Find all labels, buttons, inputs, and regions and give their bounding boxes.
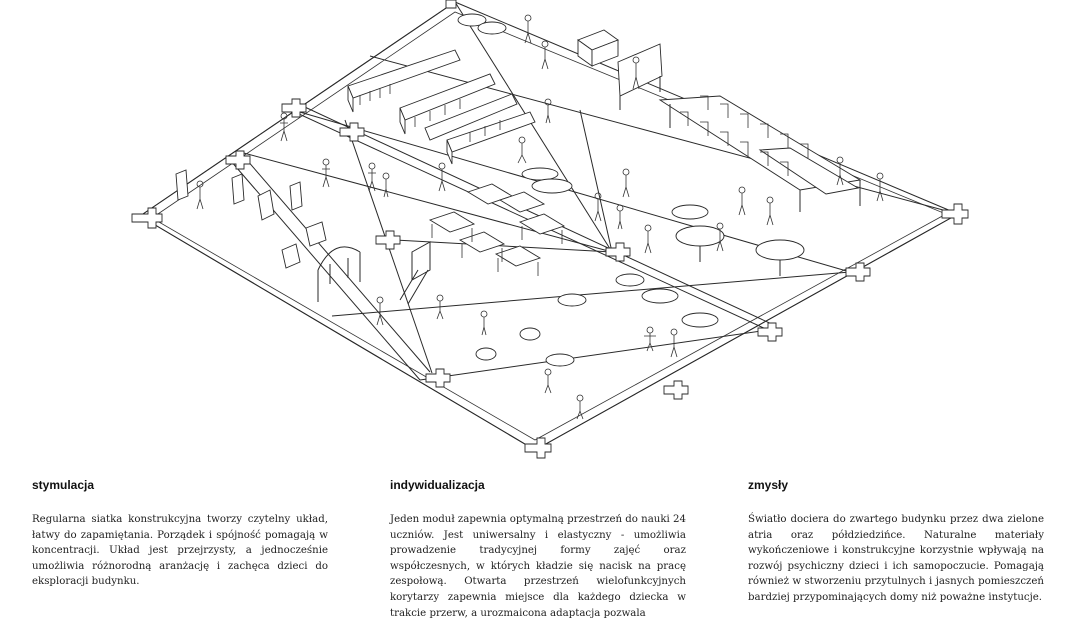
playground	[318, 242, 430, 304]
text-zmysly: Światło dociera do zwartego budynku przez dwa zielone atria oraz półdziedzińce. Naturalne materiały wykończeniowe i konstrukcyjne korzystnie wpływają na rozwój psychiczny dzieci i ich samopoczucie. Pomagają również w stworzeniu przytulnych i jasnych pomieszczeń bardziej przypominających domy niż poważne instytucje.	[748, 514, 1044, 603]
bookshelves	[348, 50, 535, 164]
long-tables	[660, 96, 860, 212]
whiteboard	[618, 44, 662, 110]
heading-indywidualizacja: indywidualizacja	[390, 478, 485, 492]
text-stymulacja: Regularna siatka konstrukcyjna tworzy czytelny układ, łatwy do zapamiętania. Porządek i spójność pomagają w koncentracji. Układ jest przejrzysty, a jednocześnie umożliwia różnorodną aranżację i zachęca dzieci do eksploracji budynku.	[32, 514, 328, 588]
storage-cubes	[578, 30, 618, 66]
text-indywidualizacja: Jeden moduł zapewnia optymalną przestrzeń do nauki 24 uczniów. Jest uniwersalny i elastyczny - umożliwia prowadzenie tradycyjnej formy zajęć oraz współczesnych, w których kładzie się nacisk na pracę zespołową. Otwarta przestrzeń wielofunkcyjnych korytarzy zapewnia miejsce dla każdego dziecka w trakcie przerw, a urozmaicona adaptacja pozwala	[390, 514, 686, 619]
heading-stymulacja: stymulacja	[32, 478, 95, 492]
desks	[430, 184, 564, 276]
round-tables	[672, 205, 804, 276]
column-stymulacja	[32, 478, 328, 590]
column-zmysly	[748, 478, 1044, 606]
heading-zmysly: zmysły	[748, 478, 789, 492]
